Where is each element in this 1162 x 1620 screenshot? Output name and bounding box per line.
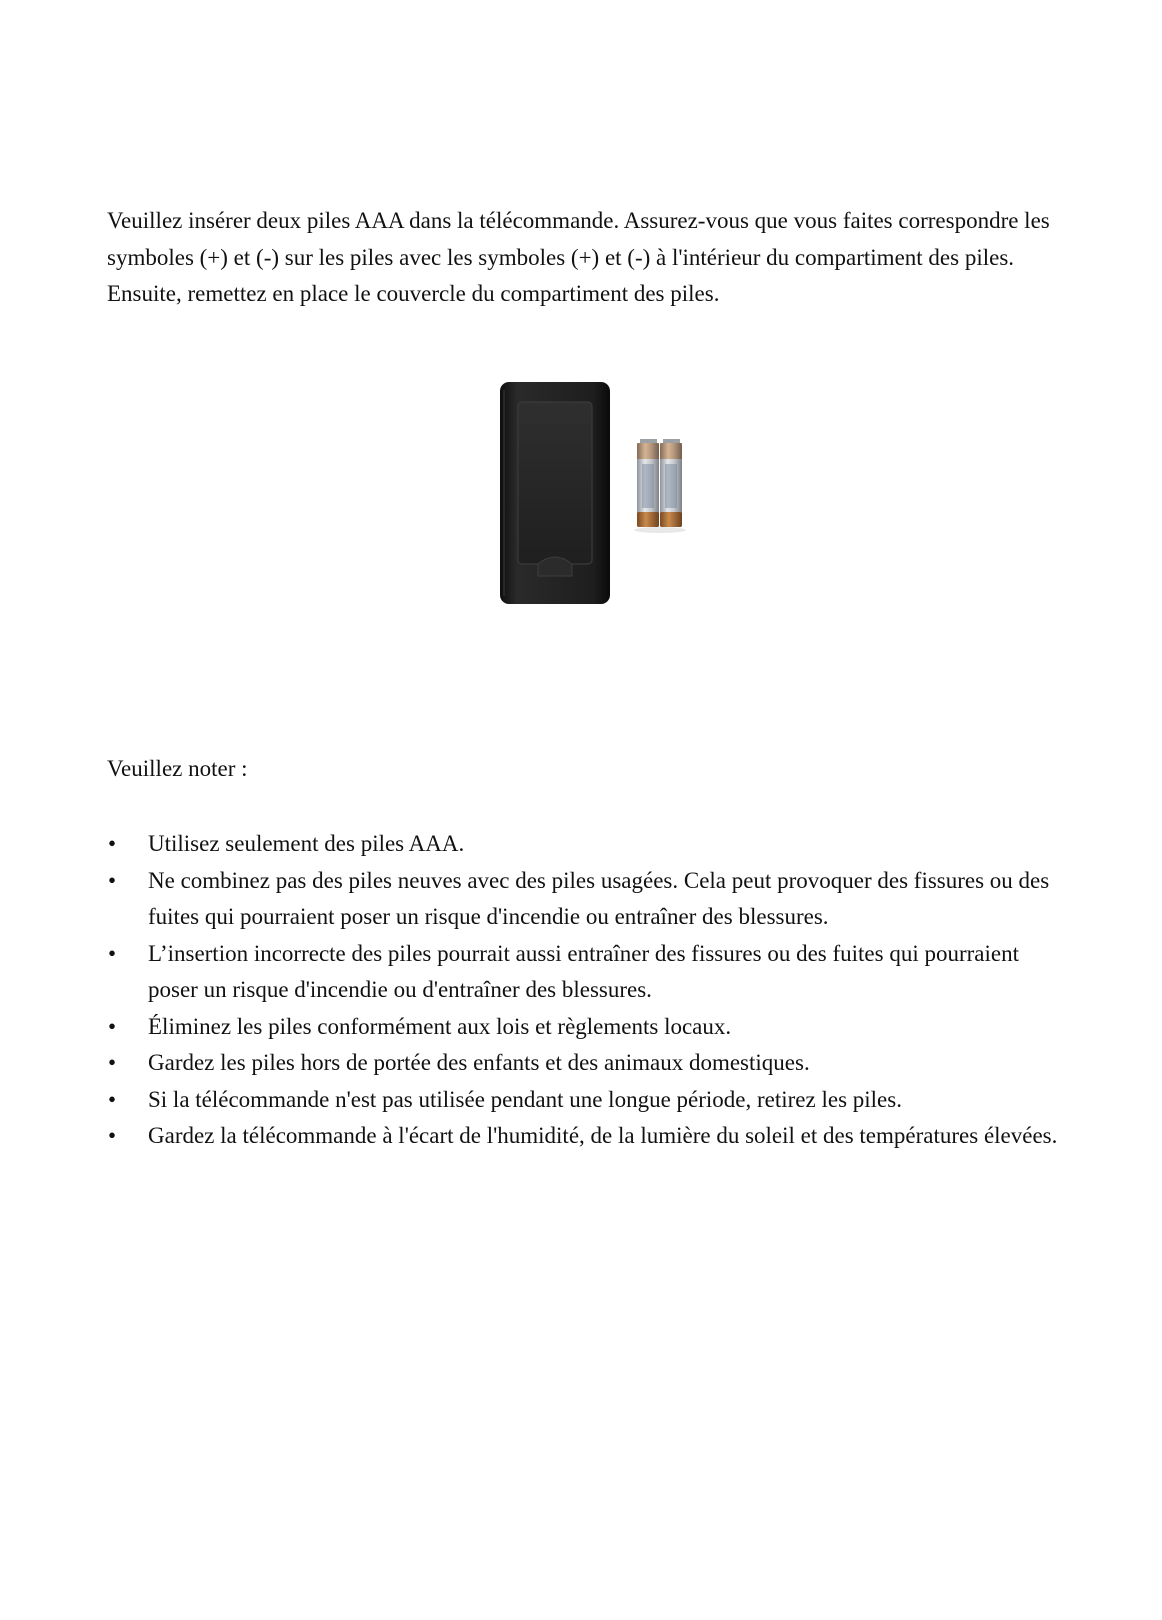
bullet-icon: •	[107, 831, 117, 856]
list-item: • L’insertion incorrecte des piles pourrait aussi entraîner des fissures ou des fuites qui pourraient poser un risque d'incendie ou d'entraîner des blessures.	[107, 936, 1067, 1009]
bullet-icon: •	[107, 1013, 117, 1039]
bullet-icon: •	[107, 867, 117, 893]
list-item: • Gardez les piles hors de portée des enfants et des animaux domestiques.	[107, 1045, 1067, 1082]
list-item: • Utilisez seulement des piles AAA.	[107, 826, 1067, 863]
list-item: • Gardez la télécommande à l'écart de l'humidité, de la lumière du soleil et des températures élevées.	[107, 1118, 1067, 1155]
bullet-icon: •	[107, 940, 117, 966]
bullet-icon: •	[107, 1123, 117, 1148]
bullet-icon: •	[107, 1050, 117, 1075]
list-item: • Éliminez les piles conformément aux lois et règlements locaux.	[107, 1009, 1067, 1046]
notes-list	[107, 826, 1067, 1155]
battery-cover	[518, 402, 592, 564]
aaa-batteries	[634, 439, 686, 533]
remote-control	[500, 382, 610, 604]
intro-paragraph: Veuillez insérer deux piles AAA dans la télécommande. Assurez-vous que vous faites correspondre les symboles (+) et (-) sur les piles avec les symboles (+) et (-) à l'intérieur du compartiment des piles. Ensuite, remettez en place le couvercle du compartiment des piles.	[107, 208, 1050, 306]
notes-heading: Veuillez noter :	[107, 756, 248, 781]
bullet-icon: •	[107, 1086, 117, 1112]
remote-batteries-figure	[500, 380, 700, 606]
list-item: • Ne combinez pas des piles neuves avec des piles usagées. Cela peut provoquer des fissures ou des fuites qui pourraient poser un risque d'incendie ou entraîner des blessures.	[107, 863, 1067, 936]
list-item: • Si la télécommande n'est pas utilisée pendant une longue période, retirez les piles.	[107, 1082, 1067, 1119]
